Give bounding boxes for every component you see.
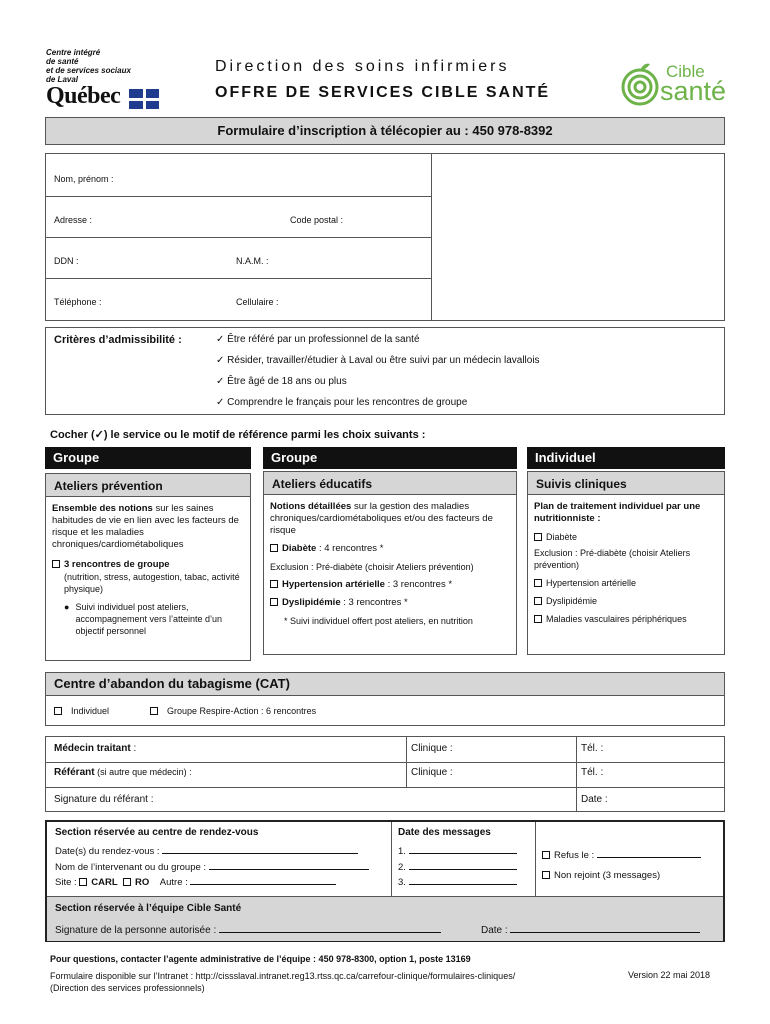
col3-sub: Suivis cliniques <box>527 471 725 495</box>
label-medecin <box>54 743 136 754</box>
footer-questions: Pour questions, contacter l’agente administrative de l’équipe : 450 978-8300, option 1, poste 13169 <box>50 954 471 964</box>
footer-dispo <box>50 970 590 994</box>
checkbox-icon[interactable] <box>54 707 62 715</box>
messages-title: Date des messages <box>398 827 491 838</box>
col3-hta-label: Hypertension artérielle <box>546 578 637 588</box>
cat-individuel-label: Individuel <box>71 706 110 716</box>
footer-dsp: (Direction des services professionnels) <box>50 983 205 993</box>
label-cellulaire: Cellulaire : <box>236 297 279 307</box>
col2-hta[interactable] <box>270 579 510 591</box>
col1-body <box>45 497 251 661</box>
row-signature-referant[interactable] <box>46 787 724 812</box>
col1-bullet <box>52 601 244 637</box>
message-3-label: 3. <box>398 877 406 888</box>
column-ateliers-prevention <box>45 447 251 661</box>
cible-sante-logo <box>620 60 730 110</box>
cat-individuel[interactable] <box>54 706 109 716</box>
label-tel-1: Tél. : <box>576 737 603 762</box>
date-autorisee[interactable] <box>481 923 700 936</box>
site-ro: RO <box>134 877 150 888</box>
col3-hta[interactable] <box>534 577 718 589</box>
check-icon: ✓ <box>216 334 228 345</box>
checkbox-icon[interactable] <box>123 878 131 886</box>
col2-diabete-bold: Diabète <box>282 543 317 554</box>
row-referant[interactable] <box>46 762 724 788</box>
col3-diabete[interactable] <box>534 531 718 543</box>
site-autre-line[interactable] <box>190 875 336 885</box>
criteria-text-2: Résider, travailler/étudier à Laval ou être suivi par un médecin lavallois <box>227 355 540 366</box>
rdv-section <box>47 822 723 896</box>
col3-dysl[interactable] <box>534 595 718 607</box>
direction-title: Direction des soins infirmiers <box>215 58 510 75</box>
label-nom: Nom, prénom : <box>54 174 114 184</box>
signature-autorisee-label: Signature de la personne autorisée : <box>55 925 217 936</box>
col3-dysl-label: Dyslipidémie <box>546 596 598 606</box>
col2-diabete-rest: : 4 rencontres * <box>316 543 384 554</box>
col2-head: Groupe <box>263 447 517 469</box>
checkbox-icon[interactable] <box>270 544 278 552</box>
cat-head: Centre d’abandon du tabagisme (CAT) <box>45 672 725 696</box>
col3-head: Individuel <box>527 447 725 469</box>
bullet-icon: ● <box>64 602 70 612</box>
col3-mvp-label: Maladies vasculaires périphériques <box>546 614 687 624</box>
version-label: Version 22 mai 2018 <box>628 970 711 980</box>
column-ateliers-educatifs <box>263 447 517 655</box>
label-nam: N.A.M. : <box>236 256 269 266</box>
quebec-wordmark: Québec <box>46 83 121 109</box>
col2-intro <box>270 501 510 537</box>
checkbox-icon[interactable] <box>79 878 87 886</box>
rdv-dates[interactable] <box>55 844 358 857</box>
label-clinique-2: Clinique : <box>406 762 453 787</box>
label-ddn: DDN : <box>54 256 79 266</box>
offre-title: OFFRE DE SERVICES CIBLE SANTÉ <box>215 84 551 101</box>
cocher-instruction: Cocher (✓) le service ou le motif de référence parmi les choix suivants : <box>50 429 426 441</box>
message-1-label: 1. <box>398 846 406 857</box>
checkbox-icon[interactable] <box>534 615 542 623</box>
col1-option-detail: (nutrition, stress, autogestion, tabac, activité physique) <box>64 572 240 594</box>
identification-box <box>45 153 725 321</box>
spiral-apple-icon <box>620 60 664 108</box>
row-nom[interactable] <box>46 154 431 197</box>
rdv-title: Section réservée au centre de rendez-vous <box>55 827 259 838</box>
label-telephone: Téléphone : <box>54 297 102 307</box>
col1-intro <box>52 503 244 551</box>
criteria-item <box>216 334 420 345</box>
label-referant <box>54 767 192 778</box>
col2-hta-rest: : 3 rencontres * <box>384 579 453 590</box>
col2-note: * Suivi individuel offert post ateliers, en nutrition <box>284 616 473 626</box>
checkbox-icon[interactable] <box>534 579 542 587</box>
col1-bullet-text: Suivi individuel post ateliers, accompagnement vers l’atteinte d’un objectif personnel <box>75 602 223 636</box>
sante-word: santé <box>660 76 727 106</box>
checkbox-icon[interactable] <box>150 707 158 715</box>
message-2-label: 2. <box>398 862 406 873</box>
criteria-item <box>216 355 540 366</box>
col2-intro-rest: sur la gestion des maladies chroniques/cardiométaboliques et/ou des facteurs de risque <box>270 501 493 536</box>
rdv-intervenant-label: Nom de l’intervenant ou du groupe : <box>55 862 207 873</box>
reserved-box <box>45 820 725 942</box>
site-autre: Autre : <box>159 877 188 888</box>
col1-sub: Ateliers prévention <box>45 473 251 497</box>
col1-intro-bold: Ensemble des notions <box>52 503 153 514</box>
col2-sub: Ateliers éducatifs <box>263 471 517 495</box>
col2-intro-bold: Notions détaillées <box>270 501 352 512</box>
referent-box <box>45 736 725 812</box>
col2-dysl-bold: Dyslipidémie <box>282 597 341 608</box>
message-2[interactable] <box>398 860 517 873</box>
col1-option[interactable] <box>52 559 244 571</box>
quebec-flag-icon <box>129 89 159 109</box>
message-3[interactable] <box>398 875 517 888</box>
col2-exclusion: Exclusion : Pré-diabète (choisir Ateliers prévention) <box>270 562 474 572</box>
refus-field[interactable] <box>542 848 701 861</box>
check-icon: ✓ <box>216 397 228 408</box>
label-tel-2: Tél. : <box>576 762 603 787</box>
col1-option-label: 3 rencontres de groupe <box>64 559 170 570</box>
label-referant-rest: (si autre que médecin) : <box>94 767 192 777</box>
label-clinique-1: Clinique : <box>406 737 453 762</box>
row-medecin[interactable] <box>46 737 724 763</box>
col3-intro: Plan de traitement individuel par une nutritionniste : <box>534 501 701 524</box>
check-icon: ✓ <box>216 355 228 366</box>
cat-groupe-label: Groupe Respire-Action : 6 rencontres <box>167 706 317 716</box>
criteria-item <box>216 376 347 387</box>
rdv-intervenant-line[interactable] <box>209 860 369 870</box>
criteria-text-4: Comprendre le français pour les rencontres de groupe <box>227 397 468 408</box>
label-date-referant: Date : <box>576 787 608 811</box>
footer-intranet: Formulaire disponible sur l’Intranet : http://cissslaval.intranet.reg13.rtss.qc.ca/carrefour-clinique/formulaires-cliniques/ <box>50 971 516 981</box>
label-medecin-rest: : <box>130 743 137 754</box>
rdv-site-label: Site : <box>55 877 77 888</box>
rdv-site[interactable] <box>55 875 336 888</box>
message-2-line[interactable] <box>409 860 517 870</box>
column-suivis-cliniques <box>527 447 725 655</box>
rdv-dates-line[interactable] <box>162 844 358 854</box>
message-1[interactable] <box>398 844 517 857</box>
label-sticker-area[interactable] <box>431 154 726 320</box>
col3-mvp[interactable] <box>534 613 718 625</box>
org-line-2: de santé <box>46 57 79 66</box>
criteria-item <box>216 397 467 408</box>
fax-banner: Formulaire d’inscription à télécopier au : 450 978-8392 <box>45 117 725 145</box>
label-adresse: Adresse : <box>54 215 93 225</box>
checkbox-icon[interactable] <box>542 851 550 859</box>
cat-groupe[interactable] <box>150 706 316 716</box>
rdv-intervenant[interactable] <box>55 860 369 873</box>
checkbox-icon[interactable] <box>52 560 60 568</box>
criteria-label: Critères d’admissibilité : <box>54 334 182 346</box>
row-adresse[interactable] <box>46 197 431 238</box>
signature-autorisee-line[interactable] <box>219 923 441 933</box>
checkbox-icon[interactable] <box>270 598 278 606</box>
label-medecin-bold: Médecin traitant <box>54 743 131 754</box>
equipe-title: Section réservée à l’équipe Cible Santé <box>55 903 242 914</box>
site-carl: CARL <box>91 877 118 888</box>
equipe-section <box>47 896 723 941</box>
cisss-laval-logo <box>46 48 186 109</box>
col1-head: Groupe <box>45 447 251 469</box>
col2-body <box>263 495 517 655</box>
criteria-text-1: Être référé par un professionnel de la santé <box>227 334 420 345</box>
label-referant-bold: Référant <box>54 767 95 778</box>
checkbox-icon[interactable] <box>542 871 550 879</box>
row-telephone[interactable] <box>46 279 431 320</box>
date-autorisee-line[interactable] <box>510 923 700 933</box>
org-line-4: de Laval <box>46 75 79 84</box>
checkbox-icon[interactable] <box>534 597 542 605</box>
signature-autorisee[interactable] <box>55 923 441 936</box>
refus-line[interactable] <box>597 848 701 858</box>
refus-section <box>535 822 724 896</box>
org-line-3: et de services sociaux <box>46 66 131 75</box>
cible-word: Cible <box>666 62 705 81</box>
criteria-box <box>45 327 725 415</box>
label-code-postal: Code postal : <box>290 215 344 225</box>
message-1-line[interactable] <box>409 844 517 854</box>
messages-section <box>391 822 536 896</box>
col3-diabete-label: Diabète <box>546 532 578 542</box>
col2-diabete[interactable] <box>270 543 510 555</box>
message-3-line[interactable] <box>409 875 517 885</box>
label-signature-referant: Signature du référant : <box>54 794 154 805</box>
non-rejoint-label: Non rejoint (3 messages) <box>554 870 661 881</box>
col2-dysl-rest: : 3 rencontres * <box>340 597 408 608</box>
col3-exclusion: Exclusion : Pré-diabète (choisir Ateliers prévention) <box>534 548 691 570</box>
date-autorisee-label: Date : <box>481 925 508 936</box>
rdv-dates-label: Date(s) du rendez-vous : <box>55 846 160 857</box>
checkbox-icon[interactable] <box>270 580 278 588</box>
non-rejoint-field[interactable] <box>542 870 660 881</box>
cat-body <box>45 696 725 726</box>
checkbox-icon[interactable] <box>534 533 542 541</box>
refus-label: Refus le : <box>554 850 595 861</box>
col1-intro-rest: sur les saines habitudes de vie en lien avec les facteurs de risque et les maladies chroniques/cardiométaboliques <box>52 503 239 550</box>
col3-body <box>527 495 725 655</box>
row-ddn[interactable] <box>46 238 431 279</box>
org-name <box>46 48 186 84</box>
criteria-text-3: Être âgé de 18 ans ou plus <box>227 376 347 387</box>
col2-hta-bold: Hypertension artérielle <box>282 579 385 590</box>
org-line-1: Centre intégré <box>46 48 101 57</box>
check-icon: ✓ <box>216 376 228 387</box>
col2-dysl[interactable] <box>270 597 510 609</box>
